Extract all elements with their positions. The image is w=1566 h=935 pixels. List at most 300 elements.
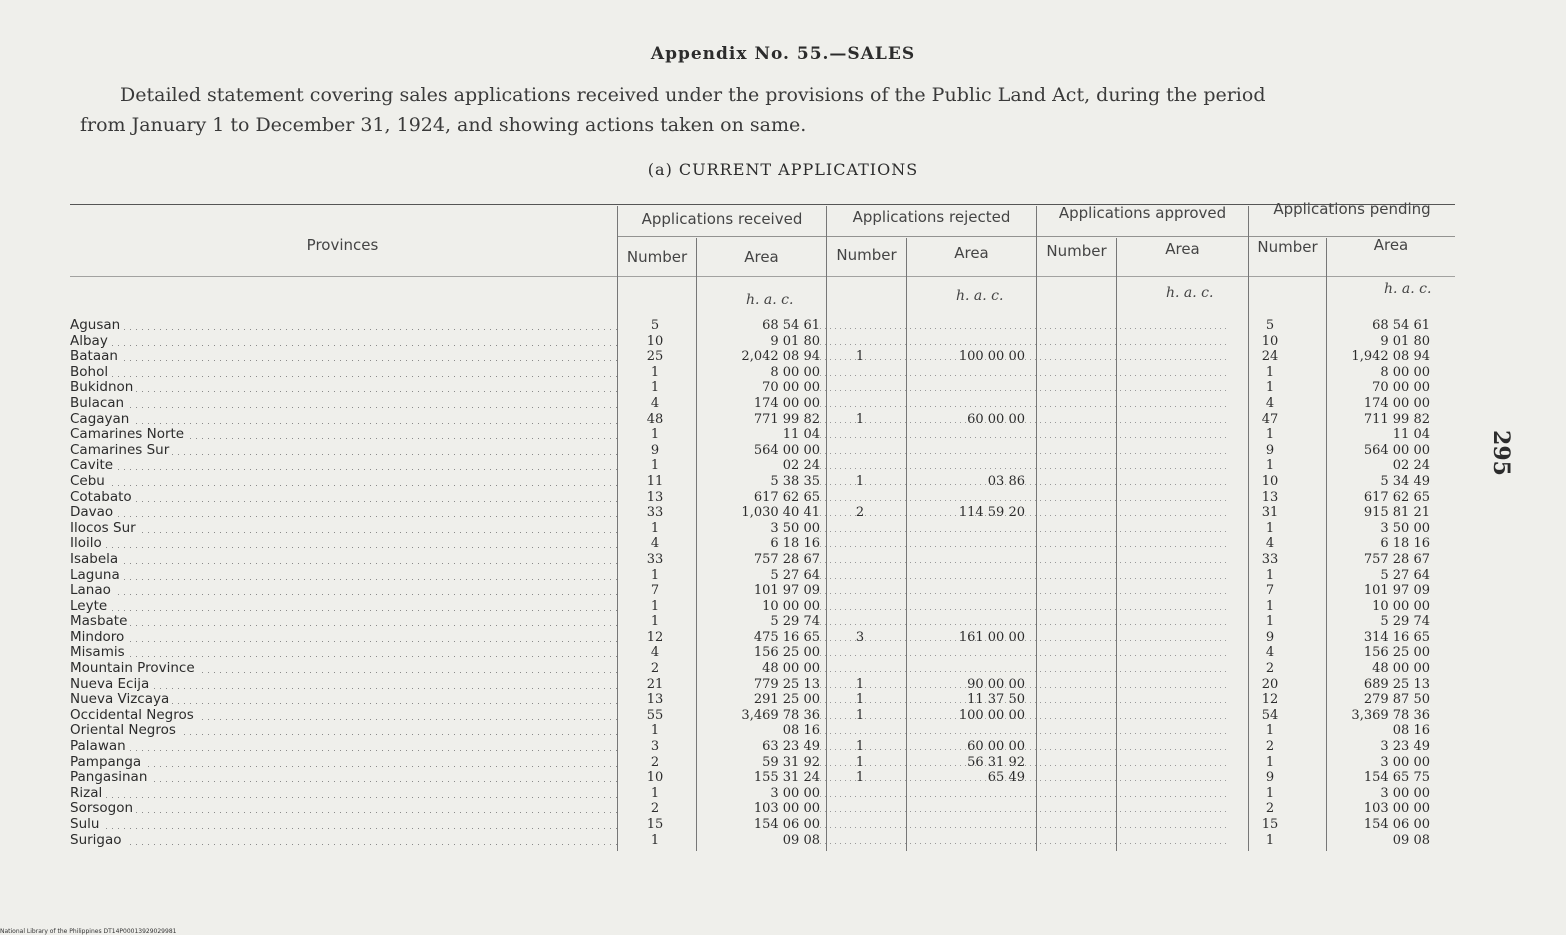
rejected-number-cell: 1 [820,739,900,755]
pending-number-cell: 1 [1265,785,1275,801]
pending-number-cell: 1 [1265,598,1275,614]
header-rejected-number: Number [836,246,897,264]
approved-number-cell [1025,677,1100,693]
province-name: Ilocos Sur [70,521,139,536]
approved-number-cell [1025,458,1100,474]
approved-number-cell [1025,833,1100,849]
approved-number-cell [1025,505,1100,521]
table-row [70,552,1430,568]
province-name: Occidental Negros [70,708,197,723]
received-area-cell: 5 38 35 [770,473,820,489]
pending-area-cell: 5 34 49 [1380,473,1430,489]
pending-area-cell: 3 00 00 [1380,785,1430,801]
received-area-cell: 3,469 78 36 [741,707,820,723]
received-area-cell: 174 00 00 [753,395,820,411]
pending-number-cell: 1 [1265,380,1275,396]
header-pending-area: Area [1373,236,1409,254]
pending-area-cell: 564 00 00 [1363,442,1430,458]
approved-number-cell [1025,599,1100,615]
description-line-1: Detailed statement covering sales applications received under the provisions of the Public Land Act, during the period [120,84,1266,106]
rejected-area-cell [900,614,1025,630]
province-cell [70,334,620,350]
rejected-number-cell [820,723,900,739]
table-row [70,568,1430,584]
header-provinces: Provinces [306,236,379,254]
rejected-area-cell [900,365,1025,381]
province-cell [70,739,620,755]
rejected-area-cell [900,427,1025,443]
pending-number-cell: 24 [1261,349,1279,365]
province-cell [70,458,620,474]
rejected-area-cell [900,568,1025,584]
unit-pending: h. a. c. [1384,281,1432,297]
rejected-area-cell: 60 00 00 [900,739,1025,755]
received-area-cell: 103 00 00 [753,801,820,817]
rejected-area-cell [900,536,1025,552]
table-row [70,443,1430,459]
pending-number-cell: 1 [1265,520,1275,536]
received-number-cell: 1 [650,364,660,380]
received-area-cell: 3 00 00 [770,785,820,801]
province-name: Cebu [70,474,108,489]
received-area-cell: 63 23 49 [762,739,820,755]
pending-number-cell: 13 [1261,489,1279,505]
province-name: Mountain Province [70,661,198,676]
unit-received: h. a. c. [746,292,794,308]
pending-number-cell: 12 [1261,692,1279,708]
pending-area-cell: 09 08 [1392,832,1430,848]
header-approved-number: Number [1046,242,1107,260]
pending-number-cell: 2 [1265,801,1275,817]
approved-area-cell [1100,427,1230,443]
approved-number-cell [1025,568,1100,584]
approved-area-cell [1100,583,1230,599]
approved-number-cell [1025,349,1100,365]
rejected-area-cell: 56 31 92 [900,755,1025,771]
table-row [70,630,1430,646]
pending-area-cell: 154 65 75 [1363,770,1430,786]
received-number-cell: 2 [650,754,660,770]
approved-area-cell [1100,755,1230,771]
province-cell [70,692,620,708]
approved-area-cell [1100,739,1230,755]
province-name: Leyte [70,599,110,614]
approved-number-cell [1025,801,1100,817]
approved-number-cell [1025,692,1100,708]
received-area-cell: 291 25 00 [753,692,820,708]
rejected-number-cell [820,334,900,350]
page-number: 295 [1487,430,1514,476]
approved-number-cell [1025,380,1100,396]
header-pending-number: Number [1257,238,1318,256]
approved-area-cell [1100,490,1230,506]
approved-area-cell [1100,599,1230,615]
received-number-cell: 3 [650,739,660,755]
rejected-area-cell [900,645,1025,661]
province-cell [70,490,620,506]
pending-area-cell: 3 50 00 [1380,520,1430,536]
rejected-number-cell [820,427,900,443]
rejected-number-cell [820,645,900,661]
unit-rejected: h. a. c. [956,288,1004,304]
province-name: Surigao [70,833,125,848]
rejected-number-cell: 1 [820,692,900,708]
province-cell [70,677,620,693]
province-cell [70,645,620,661]
received-area-cell: 08 16 [782,723,820,739]
approved-number-cell [1025,334,1100,350]
received-number-cell: 15 [646,817,664,832]
pending-area-cell: 156 25 00 [1363,645,1430,661]
table-row [70,817,1430,833]
approved-area-cell [1100,833,1230,849]
pending-area-cell: 3,369 78 36 [1351,707,1430,723]
rejected-area-cell [900,786,1025,802]
province-cell [70,723,620,739]
pending-number-cell: 1 [1265,364,1275,380]
approved-area-cell [1100,380,1230,396]
pending-area-cell: 711 99 82 [1363,411,1430,427]
province-name: Mindoro [70,630,127,645]
table-row [70,614,1430,630]
received-number-cell: 2 [650,661,660,677]
pending-area-cell: 5 29 74 [1380,614,1430,630]
province-cell [70,536,620,552]
footer-credit: National Library of the Philippines DT14P00013929029981 [0,928,177,935]
pending-area-cell: 9 01 80 [1380,333,1430,349]
received-area-cell: 11 04 [782,427,820,443]
province-name: Isabela [70,552,121,567]
rejected-number-cell [820,833,900,849]
province-cell [70,755,620,771]
province-name: Bulacan [70,396,127,411]
rejected-area-cell [900,521,1025,537]
rejected-area-cell [900,817,1025,833]
table-row [70,536,1430,552]
approved-number-cell [1025,521,1100,537]
received-number-cell: 1 [650,614,660,630]
approved-number-cell [1025,708,1100,724]
approved-number-cell [1025,770,1100,786]
province-name: Misamis [70,645,128,660]
approved-area-cell [1100,677,1230,693]
received-area-cell: 771 99 82 [753,411,820,427]
province-cell [70,521,620,537]
province-name: Agusan [70,318,123,333]
table-row [70,755,1430,771]
page-title: Appendix No. 55.—SALES [650,44,916,64]
approved-area-cell [1100,568,1230,584]
table-row [70,645,1430,661]
table-row [70,334,1430,350]
received-number-cell: 48 [646,411,664,427]
rejected-number-cell [820,568,900,584]
province-name: Nueva Ecija [70,677,152,692]
approved-area-cell [1100,661,1230,677]
province-cell [70,614,620,630]
rejected-number-cell [820,614,900,630]
rejected-number-cell [820,443,900,459]
approved-number-cell [1025,786,1100,802]
rejected-number-cell: 3 [820,630,900,646]
rejected-area-cell [900,801,1025,817]
approved-area-cell [1100,521,1230,537]
approved-area-cell [1100,474,1230,490]
rejected-area-cell: 114 59 20 [900,505,1025,521]
approved-number-cell [1025,318,1100,334]
approved-area-cell [1100,458,1230,474]
received-area-cell: 1,030 40 41 [741,505,820,521]
approved-number-cell [1025,396,1100,412]
table-row [70,458,1430,474]
received-number-cell: 7 [650,583,660,599]
received-number-cell: 4 [650,645,660,661]
rejected-area-cell [900,599,1025,615]
received-area-cell: 6 18 16 [770,536,820,552]
received-area-cell: 9 01 80 [770,333,820,349]
rejected-area-cell [900,443,1025,459]
received-area-cell: 779 25 13 [753,676,820,692]
pending-area-cell: 279 87 50 [1363,692,1430,708]
rejected-area-cell: 11 37 50 [900,692,1025,708]
pending-number-cell: 4 [1265,645,1275,661]
province-name: Sulu [70,817,102,832]
rejected-area-cell: 60 00 00 [900,412,1025,428]
header-received: Applications received [641,210,803,228]
pending-number-cell: 1 [1265,723,1275,739]
rejected-number-cell: 1 [820,755,900,771]
received-number-cell: 1 [650,427,660,443]
pending-area-cell: 48 00 00 [1372,661,1430,677]
province-name: Palawan [70,739,129,754]
table-row [70,786,1430,802]
approved-number-cell [1025,365,1100,381]
rejected-number-cell [820,661,900,677]
table-row [70,505,1430,521]
province-cell [70,801,620,817]
unit-approved: h. a. c. [1166,285,1214,301]
province-name: Sorsogon [70,801,136,816]
pending-number-cell: 31 [1261,505,1279,521]
province-name: Masbate [70,614,130,629]
received-area-cell: 48 00 00 [762,661,820,677]
province-cell [70,770,620,786]
rejected-area-cell: 65 49 [900,770,1025,786]
pending-area-cell: 5 27 64 [1380,567,1430,583]
table-row [70,801,1430,817]
table-row [70,661,1430,677]
pending-area-cell: 02 24 [1392,458,1430,474]
province-name: Cagayan [70,412,132,427]
header-rejected-area: Area [954,244,989,262]
province-cell [70,412,620,428]
province-cell [70,380,620,396]
received-area-cell: 70 00 00 [762,380,820,396]
rejected-number-cell [820,583,900,599]
received-area-cell: 154 06 00 [753,817,820,832]
received-number-cell: 1 [650,520,660,536]
rejected-area-cell [900,583,1025,599]
province-cell [70,599,620,615]
pending-area-cell: 3 00 00 [1380,754,1430,770]
pending-number-cell: 4 [1265,395,1275,411]
province-cell [70,583,620,599]
pending-area-cell: 314 16 65 [1363,629,1430,645]
pending-number-cell: 1 [1265,427,1275,443]
table-row [70,677,1430,693]
received-area-cell: 3 50 00 [770,520,820,536]
pending-number-cell: 1 [1265,614,1275,630]
province-name: Cotabato [70,490,135,505]
approved-area-cell [1100,349,1230,365]
province-cell [70,349,620,365]
table-row [70,349,1430,365]
table-row [70,708,1430,724]
rejected-number-cell: 1 [820,474,900,490]
approved-area-cell [1100,318,1230,334]
received-number-cell: 1 [650,567,660,583]
pending-number-cell: 1 [1265,458,1275,474]
approved-area-cell [1100,365,1230,381]
province-name: Pampanga [70,755,144,770]
pending-area-cell: 617 62 65 [1363,489,1430,505]
province-cell [70,396,620,412]
rejected-number-cell [820,817,900,833]
pending-number-cell: 20 [1261,676,1279,692]
province-name: Bukidnon [70,380,136,395]
rejected-number-cell [820,599,900,615]
table-row [70,412,1430,428]
pending-area-cell: 1,942 08 94 [1351,349,1430,365]
received-number-cell: 5 [650,318,660,333]
rejected-number-cell: 1 [820,770,900,786]
province-cell [70,786,620,802]
pending-number-cell: 47 [1261,411,1279,427]
pending-area-cell: 101 97 09 [1363,583,1430,599]
received-number-cell: 1 [650,458,660,474]
approved-area-cell [1100,443,1230,459]
approved-area-cell [1100,645,1230,661]
description-line-2: from January 1 to December 31, 1924, and showing actions taken on same. [80,114,807,136]
table-row [70,599,1430,615]
rejected-number-cell: 1 [820,412,900,428]
pending-number-cell: 10 [1261,333,1279,349]
description [80,80,1460,140]
approved-area-cell [1100,552,1230,568]
header-received-area: Area [744,248,779,266]
table-row [70,739,1430,755]
table-row [70,318,1430,334]
header-received-number: Number [626,248,688,266]
rejected-number-cell [820,521,900,537]
pending-area-cell: 6 18 16 [1380,536,1430,552]
approved-number-cell [1025,630,1100,646]
pending-number-cell: 7 [1265,583,1275,599]
received-number-cell: 10 [646,770,664,786]
rejected-area-cell [900,552,1025,568]
province-name: Nueva Vizcaya [70,692,172,707]
received-number-cell: 4 [650,395,660,411]
approved-number-cell [1025,614,1100,630]
province-name: Laguna [70,568,123,583]
province-cell [70,708,620,724]
pending-area-cell: 174 00 00 [1363,395,1430,411]
rejected-area-cell: 100 00 00 [900,708,1025,724]
rejected-area-cell: 100 00 00 [900,349,1025,365]
approved-area-cell [1100,396,1230,412]
received-number-cell: 13 [646,489,664,505]
received-area-cell: 156 25 00 [753,645,820,661]
received-number-cell: 1 [650,380,660,396]
rejected-number-cell: 1 [820,349,900,365]
pending-area-cell: 689 25 13 [1363,676,1430,692]
received-area-cell: 2,042 08 94 [741,349,820,365]
rejected-number-cell [820,396,900,412]
pending-area-cell: 8 00 00 [1380,364,1430,380]
received-number-cell: 2 [650,801,660,817]
pending-number-cell: 1 [1265,754,1275,770]
province-name: Davao [70,505,116,520]
table-row [70,583,1430,599]
province-name: Rizal [70,786,105,801]
received-number-cell: 1 [650,832,660,848]
received-number-cell: 33 [646,551,664,567]
rejected-area-cell [900,380,1025,396]
rejected-number-cell [820,458,900,474]
received-number-cell: 1 [650,723,660,739]
sales-table [70,318,1430,848]
province-name: Camarines Sur [70,443,172,458]
table-row [70,474,1430,490]
province-cell [70,443,620,459]
received-area-cell: 101 97 09 [753,583,820,599]
rejected-area-cell [900,334,1025,350]
approved-area-cell [1100,786,1230,802]
province-name: Albay [70,334,111,349]
table-row [70,770,1430,786]
received-number-cell: 12 [646,629,664,645]
pending-area-cell: 68 54 61 [1372,318,1430,333]
province-cell [70,505,620,521]
approved-number-cell [1025,583,1100,599]
province-cell [70,630,620,646]
table-row [70,692,1430,708]
approved-area-cell [1100,505,1230,521]
rejected-number-cell [820,380,900,396]
rejected-number-cell [820,318,900,334]
received-area-cell: 10 00 00 [762,598,820,614]
province-name: Iloilo [70,536,105,551]
received-number-cell: 13 [646,692,664,708]
pending-number-cell: 9 [1265,770,1275,786]
province-cell [70,833,620,849]
province-name: Oriental Negros [70,723,179,738]
pending-number-cell: 1 [1265,567,1275,583]
rejected-number-cell [820,786,900,802]
received-area-cell: 02 24 [782,458,820,474]
received-area-cell: 564 00 00 [753,442,820,458]
received-area-cell: 757 28 67 [753,551,820,567]
received-number-cell: 25 [646,349,664,365]
pending-number-cell: 9 [1265,442,1275,458]
received-area-cell: 155 31 24 [753,770,820,786]
province-cell [70,365,620,381]
approved-area-cell [1100,412,1230,428]
approved-area-cell [1100,614,1230,630]
received-area-cell: 475 16 65 [753,629,820,645]
pending-area-cell: 08 16 [1392,723,1430,739]
approved-area-cell [1100,817,1230,833]
